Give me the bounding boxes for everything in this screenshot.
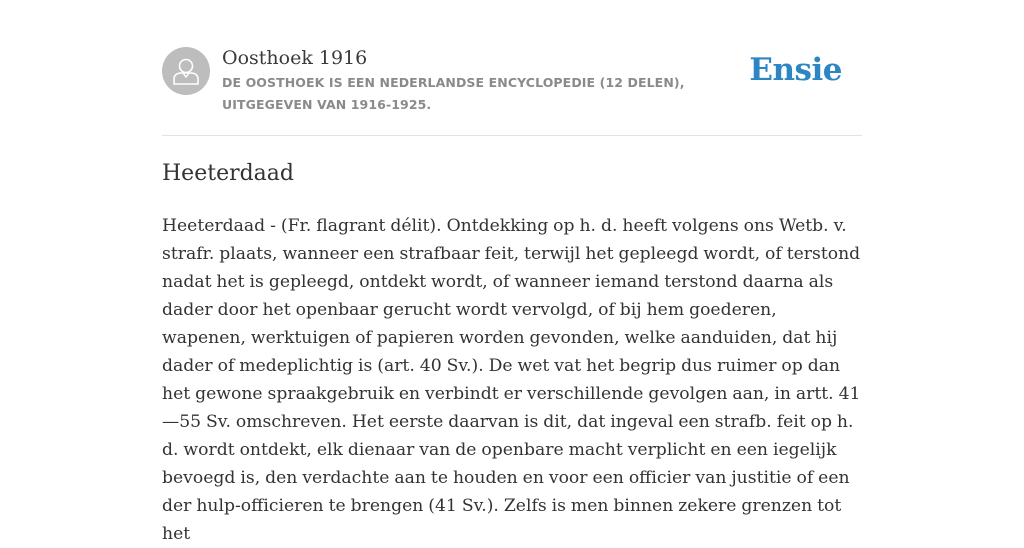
ensie-logo[interactable]: Ensie	[749, 52, 842, 88]
user-icon	[171, 55, 201, 87]
source-title[interactable]: Oosthoek 1916	[222, 47, 368, 69]
entry-title: Heeterdaad	[162, 161, 294, 186]
source-header	[162, 44, 862, 136]
source-description: DE OOSTHOEK IS EEN NEDERLANDSE ENCYCLOPEDIE (12 DELEN), UITGEGEVEN VAN 1916-1925.	[222, 75, 685, 112]
source-avatar[interactable]	[162, 47, 210, 95]
header-divider	[162, 135, 862, 136]
entry-body: Heeterdaad - (Fr. flagrant délit). Ontdekking op h. d. heeft volgens ons Wetb. v. strafr. plaats, wanneer een strafbaar feit, terwijl het gepleegd wordt, of terstond nadat het is gepleegd, ontdekt wordt, of wanneer iemand terstond daarna als dader door het openbaar gerucht wordt vervolgd, of bij hem goederen, wapenen, werktuigen of papieren worden gevonden, welke aanduiden, dat hij dader of medeplichtig is (art. 40 Sv.). De wet vat het begrip dus ruimer op dan het gewone spraakgebruik en verbindt er verschillende gevolgen aan, in artt. 41—55 Sv. omschreven. Het eerste daarvan is dit, dat ingeval een strafb. feit op h. d. wordt ontdekt, elk dienaar van de openbare macht verplicht en een iegelijk bevoegd is, den verdachte aan te houden en voor een officier van justitie of een der hulp-officieren te brengen (41 Sv.). Zelfs is men binnen zekere grenzen tot het	[162, 216, 861, 544]
